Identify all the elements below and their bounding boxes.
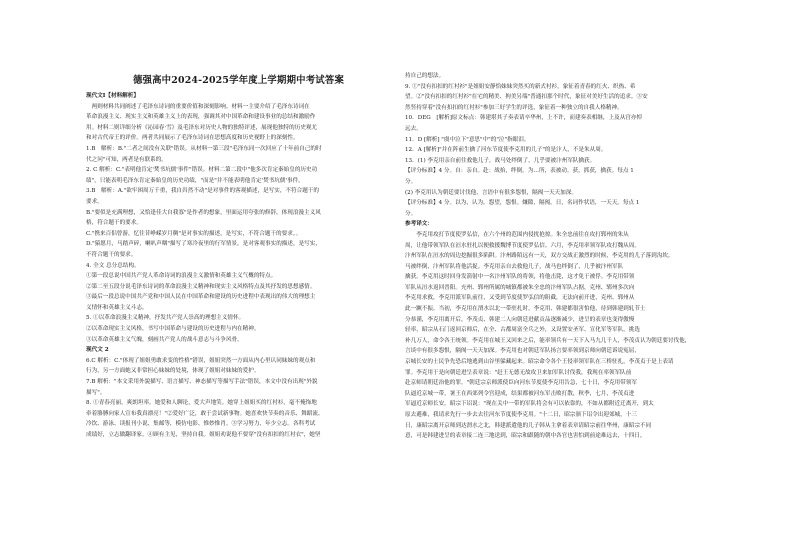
right-text-line: 原去避难，我请求先行一步去去往河东节度使李克用。"十二日，昭宗颁下诏令出迎郊城，十三 xyxy=(405,412,637,418)
left-text-line: 牵着胳膊向家人宣布我真漂亮！"②爱好广泛，敢于尝试新事物。她喜欢快节奏的音乐、舞蹈流、 xyxy=(86,410,324,417)
right-text-line: 然竖持穿着"没有扣扣的红衬衫"参加三好学生的评选，象征着一种独立的自我人格精神。 xyxy=(405,104,623,111)
right-text-line: 此一蹶不振。当初，李克用在渭水以北一带驻扎时，李克用、韩建都很害怕他，待到韩建到轧节士 xyxy=(405,306,646,313)
left-text-line: 8. ①青春亮丽，爽朗坦率。她爱和人聊论，爱大声地笑。她穿上姐姐买的红衬衫，毫不掩饰地 xyxy=(86,400,317,407)
left-text-line: ③以革命英雄主义气魄，刻画共产党人的战斗意志与斗争风骨。 xyxy=(86,336,243,343)
left-text-line: 行为，另一方面她又非常担心妹妹的处境，体现了姐姐对妹妹的爱护。 xyxy=(86,368,260,375)
right-text-line: 10．DEG [解析]原文标点：韩建堪其子奏表请卒华州，上不许，而建奏表相继，上及从宫亦悼 xyxy=(405,115,643,122)
right-text-line: 李克用求救，李克用派军队前往，又受到节度使罗弘信的阻截，无法向前开进，克州、郓州从 xyxy=(405,295,635,302)
left-text-line: ②以革命现实主义风格，书写中国革命与建设的历史进程与内在精神。 xyxy=(86,326,260,333)
right-text-line: 持自己的想法。 xyxy=(405,73,445,79)
right-text-line: 分。 xyxy=(405,178,417,185)
right-text-line: 轻率，昭宗从石门返回京师后，在全、古都周富全兵之外，又设置安圣军、宣化军等军队，挑选 xyxy=(405,327,640,334)
left-text-line: ③最后一段总说中国共产党和中国人民在中国革命和建设的历史进程中表现出的伟大的理想主 xyxy=(86,294,316,301)
right-text-line: 分恭谨，李克用离开后，李茂贞、韩建二人向朝廷进献贡品逐渐减少，进呈的表章也变得傲慢 xyxy=(405,316,635,323)
right-text-line: 周，让他带领军队在洹水驻扎以便救援魏博节度使罗弘信。六月，李克用率领军队攻打魏从周。 xyxy=(405,242,640,249)
right-text-line: 9. ①"没有扣扣的红衬衫"是姐姐安静恰妹妹突然买的新式衬衫，象征着青春的红火、织热、希 xyxy=(405,83,636,90)
left-text-line: 7.B 解析："本文采用外貌描写、语言描写、神态描写等描写手法"错误，本文中没有出现"外貌 xyxy=(86,379,318,386)
right-text-line: (2) 李克用认为朝廷要讨伐他，言语中有很多怨恨，隔阂一天天加深。 xyxy=(405,189,577,196)
left-text-line: 5. ①以革命浪漫主义精神，抒发共产党人崇高的理想主义情怀。 xyxy=(86,315,245,322)
left-text-line: 4. 全文 总分总结构。 xyxy=(86,262,140,269)
left-text-line: 和对古代帝王的评价。两者共同展示了毛泽东诗词在思想高度和历史视野上的深刻性。 xyxy=(86,135,299,142)
left-text-line: D."猿愿月，马踏声碎，喇叭声咽"描写了寒冷夜里的行军情景，是对客观事实的描述，是写实， xyxy=(86,241,321,248)
left-text-line: 1.B 解析：B."二者之间没有关联"错误。从材料一第三段"毛泽东同一次回应了十年前自己的时 xyxy=(86,145,322,152)
left-text-line: 2. C 解析：C."表明他肯定'焚书坑儒'事件"错误。材料二第二段中"他多次肯定秦始皇的历史功 xyxy=(86,167,318,174)
right-text-line: 军逼近京师长安。昭宗下诏说："现在关中一带的军队将会有可以依靠的，不如从都附近迁离开，到太 xyxy=(405,401,654,408)
page-title: 德强高中2024-2025学年度上学期期中考试答案 xyxy=(132,75,345,86)
left-text-line: ②第二至五段分说毛泽东诗词的革命浪漫主义精神和现实主义风格特点及其抒发的思想感情。 xyxy=(86,283,316,290)
right-text-line: 马被绊倒，汴州军队将他活捉。李克用亲自去救他儿子，战马也绊倒了，几乎被汴州军队 xyxy=(405,263,624,270)
left-text-line: 要求。 xyxy=(86,198,103,205)
left-text-line: 两则材料共同阐述了毛泽东诗词的重要价值和深刻影响。材料一主要介绍了毛泽东诗词在 xyxy=(86,103,310,110)
right-text-line: 参考译文： xyxy=(405,221,433,228)
right-text-line: 汴州军队在洹水的周边挖掘很多陷阱。汴州路陌远有一天，双方交战正激烈的时候，李克用的儿子落到沟坎。 xyxy=(405,253,674,260)
right-text-line: 京城长安的士民争先恐后地逃到山谷里躲藏起来。昭宗命令各个王侵率领军队在三桥驻扎，李茂贞于是上表请 xyxy=(405,359,674,366)
right-text-line: 补几万人，命令各王统领。李克用在城王又回来之后，能率领兵有一天下入马九几千人，李茂贞认为朝廷要讨伐他， xyxy=(405,337,691,344)
left-text-line: 冷饮、游泳、读报刊小说、集邮等，模仿电影、惟妙惟肖。③学习努力，年少立志。各科考试 xyxy=(86,421,316,428)
right-text-line: 12．A [解析]"并在阵前生擒了河东节度使李克用的儿子"的是汴人，不是朱从周。 xyxy=(405,147,607,154)
right-text-line: 【评分标准】4 分。以为，认为。怨望，怨恨。嫌隙，隔阂。日，名词作状语，一天天。每点 1 xyxy=(405,200,640,207)
right-text-line: 远去。 xyxy=(405,125,422,132)
left-text-line: 成绩好，立志做翻译家。④顾有主见，坚持自我。姐姐劝说他不要穿"没有扣扣的红衬衣"，她坚 xyxy=(86,432,321,438)
left-text-line: ①第一段总说中国共产党人革命诗词的浪漫主义激情和英雄主义气概的特点。 xyxy=(86,273,277,280)
left-text-line: 描写"。 xyxy=(86,389,106,396)
left-text-line: C."携来百侣曾游，忆往昔峥嵘岁月稠"是对事实的描述，是写实，不符合题干的要求。。 xyxy=(86,230,302,237)
left-text-line: 格，符合题干的要求。 xyxy=(86,220,142,227)
right-text-line: 罪。李克用于是向朝廷进呈表章说："赶王无德无故攻卫来加军队讨伐我，我现在率领军队前 xyxy=(405,369,632,376)
right-text-line: 11．D [解析] "虞中泣下"意思"中"的"泣"指眼泪。 xyxy=(405,136,530,143)
right-text-line: 13．(1) 李克用亲自前往救他儿子，战马处绊倒了，几乎要被汴州军队擒获。 xyxy=(405,157,596,164)
right-text-line: 望。②"没有扣扣的红衬衫"在宅的精美、拘美另端"普通扣那个时代，象征对美好生活的追求。③安 xyxy=(405,94,648,101)
left-text-line: 义情怀和英雄主义斗志。 xyxy=(86,304,148,311)
left-text-line: 6.C 解析：C."体现了姐姐勇敢求变的性格"错误，姐姐突然一方面从内心里认同妹妹的观点和 xyxy=(86,357,316,364)
right-column-body xyxy=(405,71,705,442)
left-text-line: 代之问"可知，两者是有联系的。 xyxy=(86,156,167,163)
left-text-line: 绩"，只能表明毛泽东肯定秦始皇的历史功绩，"而是"并不能表明他肯定'焚书坑儒'事件。 xyxy=(86,177,304,184)
left-text-line: 用。材料二则详细分析《沁园春·雪》及毛泽东对历史人物的独特评述，展现他独特的历史观尤 xyxy=(86,124,318,131)
right-text-line: 军队从洹水返回晋阳。充州、郓州所属的城镇都被朱全忠的汴州军队占据，克州、郓州多次向 xyxy=(405,284,635,291)
left-text-line: 现代文 2 xyxy=(86,347,109,354)
left-text-line: 不符合题干的要求。 xyxy=(86,251,137,258)
right-text-line: 擒获。李克用这时回身发箭射中一名汴州军队的将领，将他击毙，这才免于被俘。李克用带领 xyxy=(405,274,635,281)
left-text-line: B."要似是充满理想，又恰逢佳大自我寡"是作者的想象，里面运用夸张的修辞，体现浪漫主义风 xyxy=(86,209,321,216)
right-text-line: 【评分标准】4 分。自：亲自。赴：战抬，绊倒。为…所，表被动。获，抓获，擒获。每点 1 xyxy=(405,168,634,175)
left-text-line: 3.B 解析：A."欲牢困周万千重，我自岿然不动"是对事件的客观描述，是写实，不符合题干的 xyxy=(86,188,319,195)
left-column-body xyxy=(86,91,391,441)
right-text-line: 分。 xyxy=(405,210,417,217)
left-text-line: 革命浪漫主义、现实主义和英雄主义上的表现，强调其对中国革命和建设事业的总结和激励作 xyxy=(86,114,316,121)
right-text-line: 意，可是韩建进呈的表章接二连三地送到，昭宗和跟随的朝中各官也害怕到前途难远去，十四日， xyxy=(405,433,646,440)
right-text-line: 言谈中有很多怨恨，隔阂一天天加深。李克用也对朝廷军队扬言要率领到京师向朝廷诉说冤屈， xyxy=(405,348,640,355)
left-text-line: 现代文Ⅰ【材料解析】 xyxy=(86,93,139,99)
right-text-line: 队逼近京城一带，暑王在西郊列令宫迎成，结果都被河东军击败打散，秋季，七月，李茂贞进 xyxy=(405,390,635,397)
right-text-line: 赴京师请朝廷治他的罪。"朝廷宗京师派使臣向河东节度使李克用告急，七十日，李克用带领军 xyxy=(405,380,637,387)
right-text-line: 日，康昭宗离开京师到达渭水之北，韩建派遣他的儿子韩从主拿着表章请昭宗前往华州，康昭宗不同 xyxy=(405,422,652,429)
right-text-line: 李克用攻打节度使罗弘信，在六个州的范围内侵扰抢掠。朱全忠前往在攻打郓州的朱从 xyxy=(405,231,629,238)
